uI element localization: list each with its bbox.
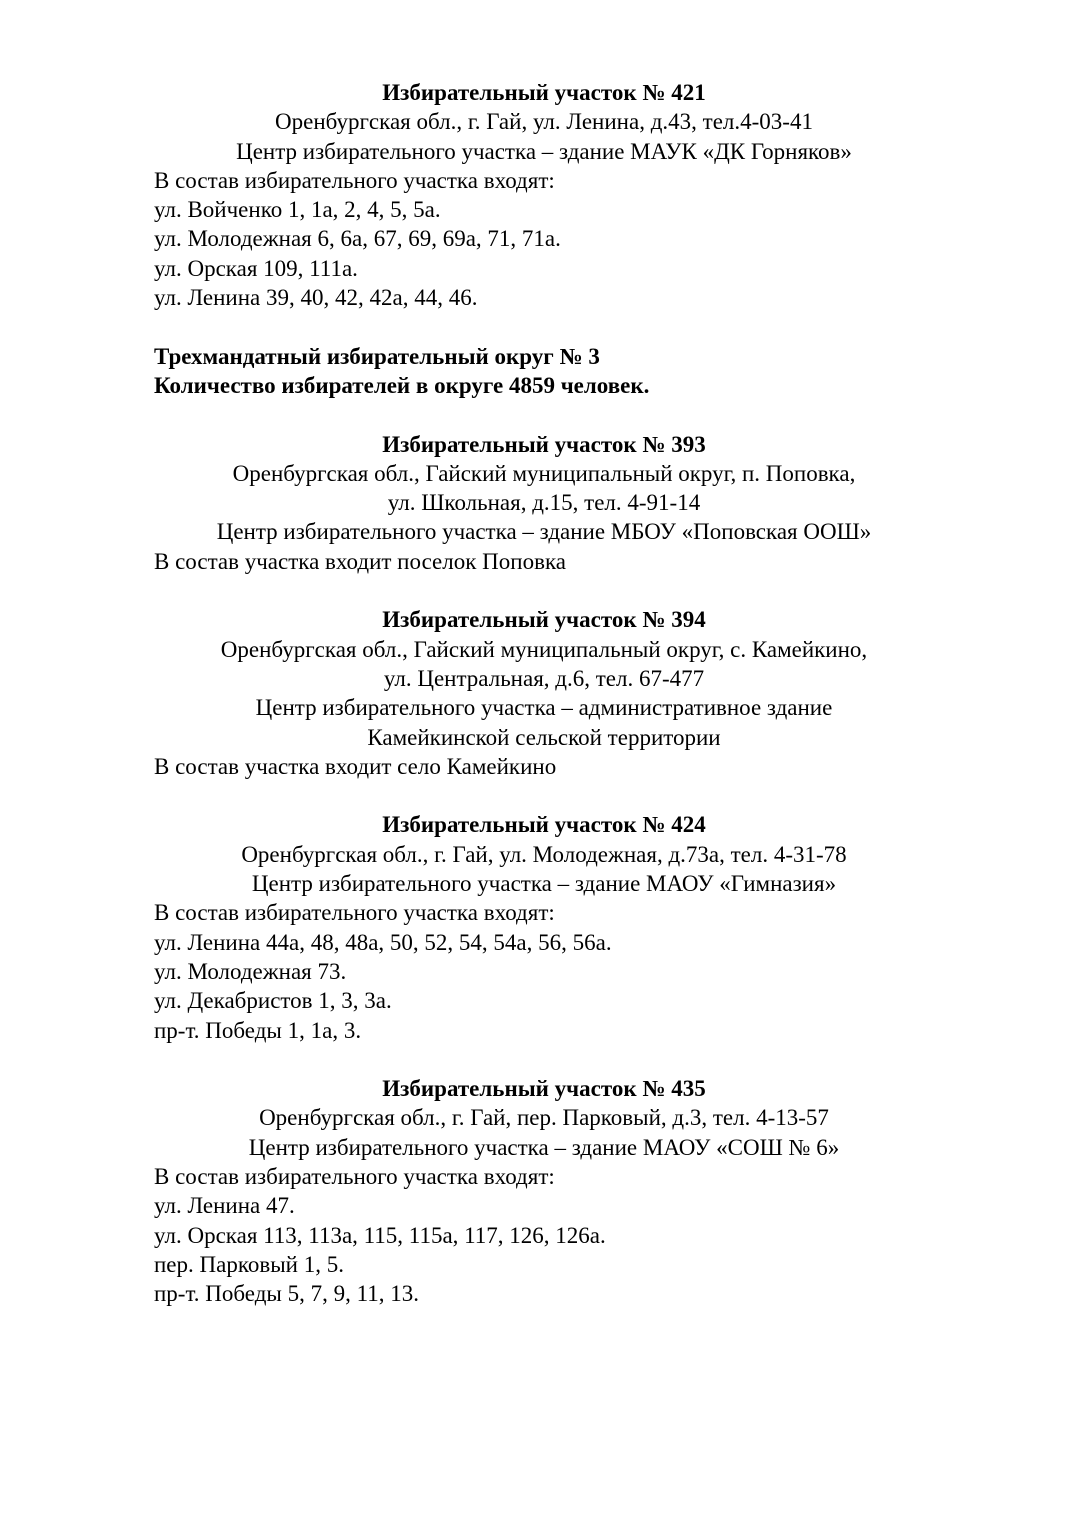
station-address-line: ул. Школьная, д.15, тел. 4-91-14 [387, 490, 701, 516]
station-title: Избирательный участок № 393 [382, 431, 706, 457]
district-heading [154, 342, 934, 401]
station-title: Избирательный участок № 394 [382, 607, 706, 633]
composition-line: ул. Молодежная 6, 6а, 67, 69, 69а, 71, 71а. [154, 226, 561, 252]
composition-line: пер. Парковый 1, 5. [154, 1251, 344, 1277]
station-address-line: Оренбургская обл., Гайский муниципальный округ, с. Камейкино, [220, 636, 868, 662]
station-address-line: Оренбургская обл., г. Гай, ул. Молодежная, д.73а, тел. 4-31-78 [241, 841, 847, 867]
composition-line: ул. Орская 113, 113а, 115, 115а, 117, 126, 126а. [154, 1222, 606, 1248]
polling-station-424 [154, 810, 934, 1044]
spacer [154, 312, 934, 341]
spacer [154, 1045, 934, 1074]
polling-station-435 [154, 1074, 934, 1308]
station-center-line: Центр избирательного участка – здание МАОУ «СОШ № 6» [248, 1134, 840, 1160]
station-title: Избирательный участок № 435 [382, 1076, 706, 1102]
composition-line: ул. Молодежная 73. [154, 958, 347, 984]
composition-line: ул. Войченко 1, 1а, 2, 4, 5, 5а. [154, 197, 441, 223]
station-center-line: Камейкинской сельской территории [367, 724, 721, 750]
document-page [154, 78, 934, 1308]
composition-line: В состав участка входит поселок Поповка [154, 548, 566, 574]
composition-line: ул. Орская 109, 111а. [154, 255, 358, 281]
district-voters: Количество избирателей в округе 4859 человек. [154, 372, 650, 398]
composition-line: ул. Декабристов 1, 3, 3а. [154, 988, 392, 1014]
composition-line: В состав избирательного участка входят: [154, 1163, 555, 1189]
station-center-line: Центр избирательного участка – административное здание [255, 695, 833, 721]
polling-station-393 [154, 430, 934, 576]
station-center-line: Центр избирательного участка – здание МБОУ «Поповская ООШ» [216, 519, 872, 545]
composition-line: ул. Ленина 39, 40, 42, 42а, 44, 46. [154, 285, 478, 311]
station-title: Избирательный участок № 421 [382, 80, 706, 105]
composition-line: ул. Ленина 47. [154, 1193, 295, 1219]
composition-line: ул. Ленина 44а, 48, 48а, 50, 52, 54, 54а, 56, 56а. [154, 929, 612, 955]
spacer [154, 576, 934, 605]
polling-station-421 [154, 78, 934, 312]
composition-line: В состав участка входит село Камейкино [154, 753, 557, 779]
station-center-line: Центр избирательного участка – здание МАОУ «Гимназия» [251, 871, 837, 897]
spacer [154, 781, 934, 810]
district-title: Трехмандатный избирательный округ № 3 [154, 343, 600, 369]
station-center-line: Центр избирательного участка – здание МАУК «ДК Горняков» [236, 138, 852, 164]
composition-line: В состав избирательного участка входят: [154, 900, 555, 926]
composition-line: пр-т. Победы 5, 7, 9, 11, 13. [154, 1281, 420, 1307]
station-address-line: Оренбургская обл., г. Гай, ул. Ленина, д.43, тел.4-03-41 [275, 109, 813, 135]
station-address-line: Оренбургская обл., г. Гай, пер. Парковый, д.3, тел. 4-13-57 [259, 1105, 829, 1131]
station-address-line: ул. Центральная, д.6, тел. 67-477 [383, 665, 705, 691]
station-address-line: Оренбургская обл., Гайский муниципальный округ, п. Поповка, [232, 460, 856, 486]
polling-station-394 [154, 605, 934, 781]
station-title: Избирательный участок № 424 [382, 812, 706, 838]
composition-line: В состав избирательного участка входят: [154, 167, 555, 193]
spacer [154, 400, 934, 429]
composition-line: пр-т. Победы 1, 1а, 3. [154, 1017, 362, 1043]
